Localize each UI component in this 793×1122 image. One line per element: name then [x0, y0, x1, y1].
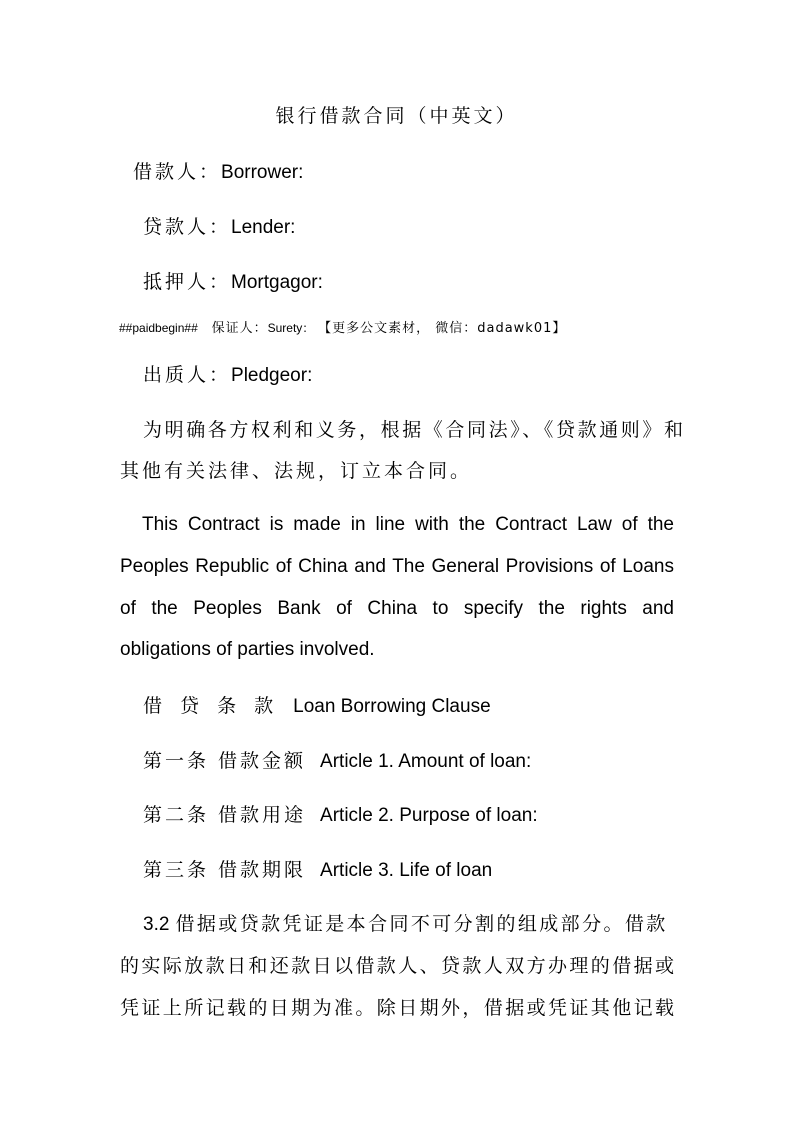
article-2-cn: 第二条 借款用途	[143, 804, 307, 826]
preamble-cn-line-1: 为明确各方权利和义务，根据《合同法》、《贷款通则》和	[143, 419, 686, 441]
section-3-2-number: 3.2	[143, 914, 170, 935]
lender-label-en: Lender:	[231, 217, 296, 238]
document-title: 银行借款合同（中英文）	[275, 105, 518, 127]
borrower-line	[133, 160, 303, 185]
pledgeor-line	[143, 363, 312, 388]
borrower-label-cn: 借款人：	[133, 161, 222, 183]
preamble-cn-line-2: 其他有关法律、法规，订立本合同。	[120, 460, 473, 482]
article-2	[143, 803, 538, 828]
article-2-en: Article 2. Purpose of loan:	[320, 805, 538, 826]
paid-marker: ##paidbegin##	[119, 321, 198, 335]
article-3-en: Article 3. Life of loan	[320, 860, 493, 881]
mortgagor-line	[143, 270, 323, 295]
clauses-heading	[143, 694, 491, 719]
preamble-en-line-1: This Contract is made in line with the Contract Law of the	[142, 514, 674, 535]
clauses-heading-en: Loan Borrowing Clause	[293, 696, 491, 717]
mortgagor-label-cn: 抵押人：	[143, 271, 232, 293]
section-3-2-line-1	[143, 912, 668, 937]
pledgeor-label-en: Pledgeor:	[231, 365, 313, 386]
surety-note: 【更多公文素材， 微信：dadawk01】	[318, 321, 567, 336]
mortgagor-label-en: Mortgagor:	[231, 272, 323, 293]
preamble-en-line-3: of the Peoples Bank of China to specify the rights and	[120, 598, 674, 619]
section-3-2-text-1: 借据或贷款凭证是本合同不可分割的组成部分。借款	[175, 913, 668, 935]
lender-line	[143, 215, 295, 240]
article-3	[143, 858, 492, 883]
article-1-cn: 第一条 借款金额	[143, 750, 307, 772]
section-3-2-line-3: 凭证上所记载的日期为准。除日期外，借据或凭证其他记载	[120, 997, 677, 1019]
article-1	[143, 749, 531, 774]
surety-label-cn: 保证人：	[211, 321, 268, 336]
lender-label-cn: 贷款人：	[143, 216, 232, 238]
article-3-cn: 第三条 借款期限	[143, 859, 307, 881]
surety-line	[119, 320, 566, 337]
surety-label-en: Surety：	[267, 321, 315, 335]
article-1-en: Article 1. Amount of loan:	[320, 751, 532, 772]
clauses-heading-cn: 借 贷 条 款	[143, 695, 280, 717]
section-3-2-line-2: 的实际放款日和还款日以借款人、贷款人双方办理的借据或	[120, 955, 677, 977]
pledgeor-label-cn: 出质人：	[143, 364, 232, 386]
preamble-en-line-2: Peoples Republic of China and The General Provisions of Loans	[120, 556, 674, 577]
borrower-label-en: Borrower:	[221, 162, 304, 183]
preamble-en-line-4: obligations of parties involved.	[120, 639, 375, 660]
